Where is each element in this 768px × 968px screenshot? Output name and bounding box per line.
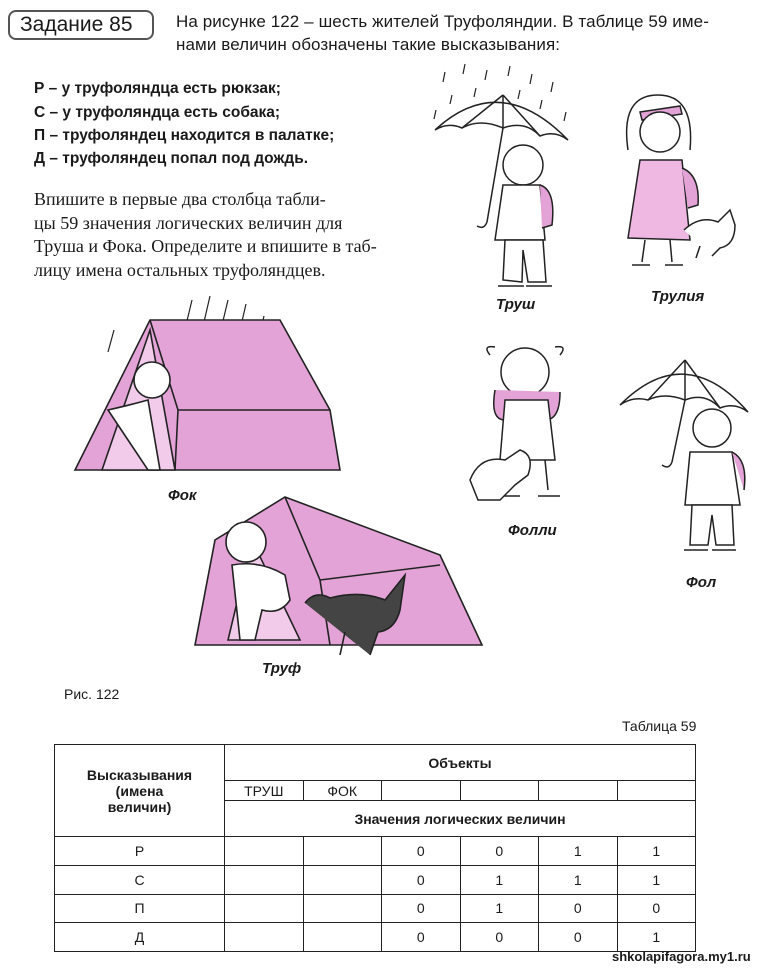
value-cell: 1 xyxy=(460,894,539,923)
value-cell: 0 xyxy=(382,923,461,952)
header-statements-line: Высказывания xyxy=(86,766,193,783)
value-cell[interactable] xyxy=(303,865,382,894)
task-badge: Задание 85 xyxy=(8,10,154,40)
value-cell: 1 xyxy=(539,865,618,894)
object-name-cell[interactable] xyxy=(382,781,461,801)
row-label: П xyxy=(55,894,225,923)
value-cell[interactable] xyxy=(303,837,382,866)
header-statements-line: (имена xyxy=(115,782,164,799)
value-cell: 1 xyxy=(460,865,539,894)
row-label: Д xyxy=(55,923,225,952)
name-truf: Труф xyxy=(262,660,302,677)
intro-line-1: На рисунке 122 – шесть жителей Труфоляндии. В таблице 59 име- xyxy=(176,12,709,31)
value-cell: 0 xyxy=(460,837,539,866)
value-cell: 0 xyxy=(539,894,618,923)
trulia-figure xyxy=(627,95,735,265)
value-cell[interactable] xyxy=(225,923,304,952)
statement-s: С – у труфоляндца есть собака; xyxy=(34,104,281,121)
instruction-line: цы 59 значения логических величин для xyxy=(34,212,343,233)
value-cell: 1 xyxy=(617,865,696,894)
watermark: shkolapifagora.my1.ru xyxy=(612,949,751,964)
row-label: Р xyxy=(55,837,225,866)
header-values: Значения логических величин xyxy=(225,801,696,837)
table-row-d xyxy=(55,923,696,952)
name-trush: Труш xyxy=(496,296,536,313)
value-cell: 0 xyxy=(382,837,461,866)
fok-tent xyxy=(75,296,340,470)
instruction-line: Труша и Фока. Определите и впишите в таб- xyxy=(34,236,377,256)
object-name-cell[interactable] xyxy=(539,781,618,801)
table-row-s xyxy=(55,865,696,894)
name-fol: Фол xyxy=(686,574,717,591)
values-table xyxy=(54,744,696,952)
value-cell: 0 xyxy=(460,923,539,952)
instruction-line: Впишите в первые два столбца табли- xyxy=(34,189,326,209)
header-statements xyxy=(55,745,225,837)
value-cell[interactable] xyxy=(225,865,304,894)
object-name-cell[interactable]: ТРУШ xyxy=(225,781,304,801)
header-statements-line: величин) xyxy=(107,798,172,815)
object-name-cell[interactable] xyxy=(617,781,696,801)
name-trulia: Трулия xyxy=(651,288,705,305)
value-cell: 0 xyxy=(382,865,461,894)
statement-r: Р – у труфоляндца есть рюкзак; xyxy=(34,80,281,97)
value-cell: 0 xyxy=(539,923,618,952)
intro-line-2: нами величин обозначены такие высказывания: xyxy=(176,35,561,54)
value-cell[interactable] xyxy=(225,894,304,923)
value-cell[interactable] xyxy=(303,923,382,952)
name-fok: Фок xyxy=(168,487,197,504)
object-name-cell[interactable]: ФОК xyxy=(303,781,382,801)
name-folli: Фолли xyxy=(508,522,557,539)
fol-figure xyxy=(620,360,748,550)
table-row-p xyxy=(55,894,696,923)
value-cell: 1 xyxy=(539,837,618,866)
row-label: С xyxy=(55,865,225,894)
header-objects: Объекты xyxy=(225,745,696,781)
table-row-r xyxy=(55,837,696,866)
folli-figure xyxy=(470,347,563,500)
value-cell[interactable] xyxy=(303,894,382,923)
value-cell[interactable] xyxy=(225,837,304,866)
statement-d: Д – труфоляндец попал под дождь. xyxy=(34,150,309,167)
figure-caption: Рис. 122 xyxy=(64,686,120,702)
value-cell: 0 xyxy=(617,894,696,923)
object-name-cell[interactable] xyxy=(460,781,539,801)
instruction-line: лицу имена остальных труфоляндцев. xyxy=(34,259,326,280)
value-cell: 1 xyxy=(617,837,696,866)
value-cell: 0 xyxy=(382,894,461,923)
value-cell: 1 xyxy=(617,923,696,952)
trush-figure xyxy=(434,64,568,286)
table-caption: Таблица 59 xyxy=(622,718,697,734)
statement-p: П – труфоляндец находится в палатке; xyxy=(34,127,335,144)
truf-tent xyxy=(195,497,482,655)
